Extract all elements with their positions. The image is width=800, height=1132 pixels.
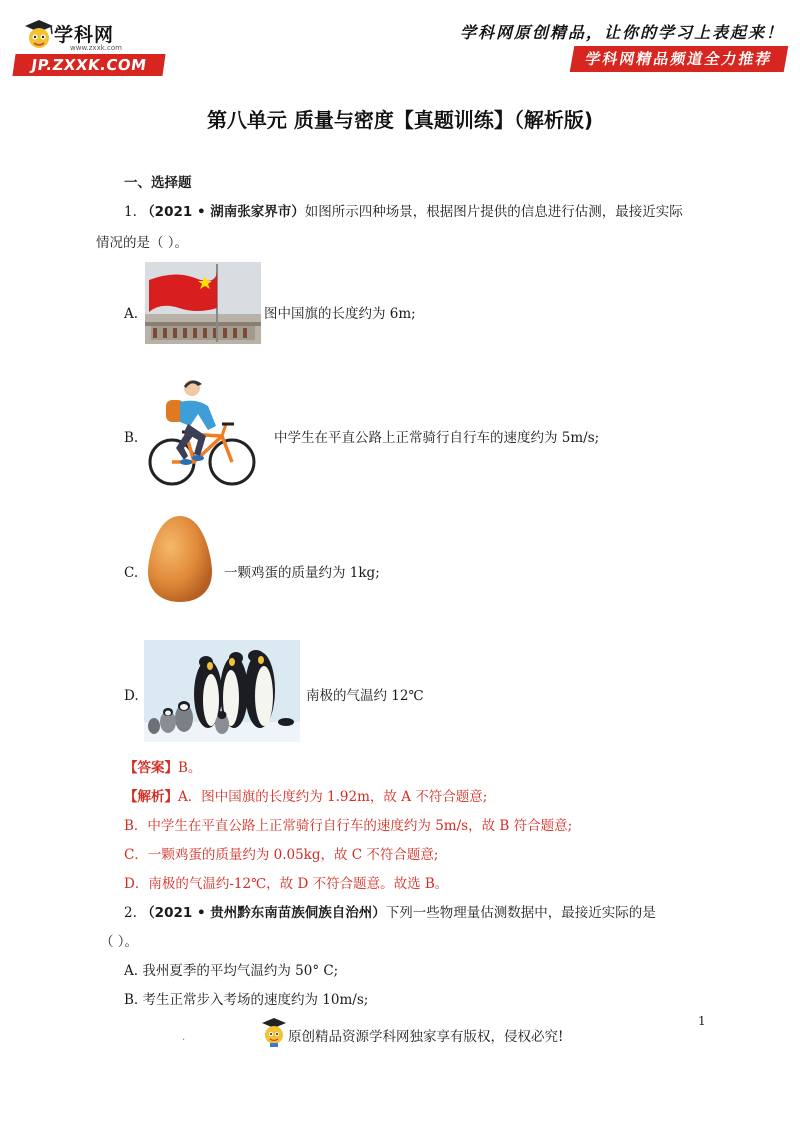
answer-value: B。 xyxy=(178,760,202,776)
question-2-line2: （ ）。 xyxy=(100,934,139,950)
footer-dot: . xyxy=(182,1032,186,1043)
analysis-tag: 【解析】 xyxy=(124,789,178,805)
question-number: 2. xyxy=(124,905,137,921)
question-source: （2021 • 湖南张家界市） xyxy=(141,204,305,220)
question-source: （2021 • 贵州黔东南苗族侗族自治州） xyxy=(141,905,386,921)
answer-line xyxy=(124,758,201,778)
option-b-text: 中学生在平直公路上正常骑行自行车的速度约为 5m/s; xyxy=(274,430,600,446)
page-number: 1 xyxy=(698,1014,706,1028)
question-1-line1 xyxy=(124,202,683,222)
logo-sub: www.zxxk.com xyxy=(70,44,122,52)
egg-image xyxy=(146,514,214,604)
option-text: 我州夏季的平均气温约为 50° C; xyxy=(142,963,339,979)
analysis-line-1 xyxy=(124,787,487,807)
mascot-icon xyxy=(22,18,56,52)
question-stem: 如图所示四种场景，根据图片提供的信息进行估测，最接近实际 xyxy=(304,204,683,220)
logo-top xyxy=(14,16,164,52)
analysis-line-2: B．中学生在平直公路上正常骑行自行车的速度约为 5m/s，故 B 符合题意; xyxy=(124,818,573,834)
analysis-line-3: C．一颗鸡蛋的质量约为 0.05kg，故 C 不符合题意; xyxy=(124,847,439,863)
mascot-icon xyxy=(260,1016,288,1048)
answer-tag: 【答案】 xyxy=(124,760,178,776)
option-b-label: B. xyxy=(124,430,139,446)
page-title: 第八单元 质量与密度【真题训练】（解析版) xyxy=(206,108,594,132)
option-c-text: 一颗鸡蛋的质量约为 1kg; xyxy=(224,565,380,581)
option-c-label: C. xyxy=(124,565,139,581)
footer-copyright: 原创精品资源学科网独家享有版权，侵权必究! xyxy=(288,1029,564,1045)
option-d-text: 南极的气温约 12℃ xyxy=(306,688,424,704)
section-heading: 一、选择题 xyxy=(124,175,192,191)
q2-option-a xyxy=(124,961,338,981)
option-a-text: 图中国旗的长度约为 6m; xyxy=(264,306,416,322)
option-label: A. xyxy=(124,963,139,979)
question-number: 1. xyxy=(124,204,137,220)
analysis-line-4: D．南极的气温约-12℃，故 D 不符合题意。故选 B。 xyxy=(124,876,449,892)
option-text: 考生正常步入考场的速度约为 10m/s; xyxy=(142,992,369,1008)
channel-banner[interactable]: 学科网精品频道全力推荐 xyxy=(570,46,789,72)
flag-image xyxy=(145,262,261,344)
logo-name: 学科网 xyxy=(54,24,115,46)
q2-option-b xyxy=(124,990,368,1010)
question-stem: 下列一些物理量估测数据中，最接近实际的是 xyxy=(385,905,656,921)
option-a-label: A. xyxy=(124,306,139,322)
logo-url[interactable]: JP.ZXXK.COM xyxy=(12,54,165,76)
question-1-line2: 情况的是（ ）。 xyxy=(96,235,189,251)
option-d-label: D. xyxy=(124,688,139,704)
penguins-image xyxy=(144,640,300,742)
header-slogan: 学科网原创精品，让你的学习上表起来！ xyxy=(459,23,784,42)
option-label: B. xyxy=(124,992,139,1008)
cyclist-image xyxy=(146,376,258,492)
analysis-text: A．图中国旗的长度约为 1.92m，故 A 不符合题意; xyxy=(178,789,488,805)
site-logo[interactable] xyxy=(14,16,164,76)
question-2-line1 xyxy=(124,903,656,923)
